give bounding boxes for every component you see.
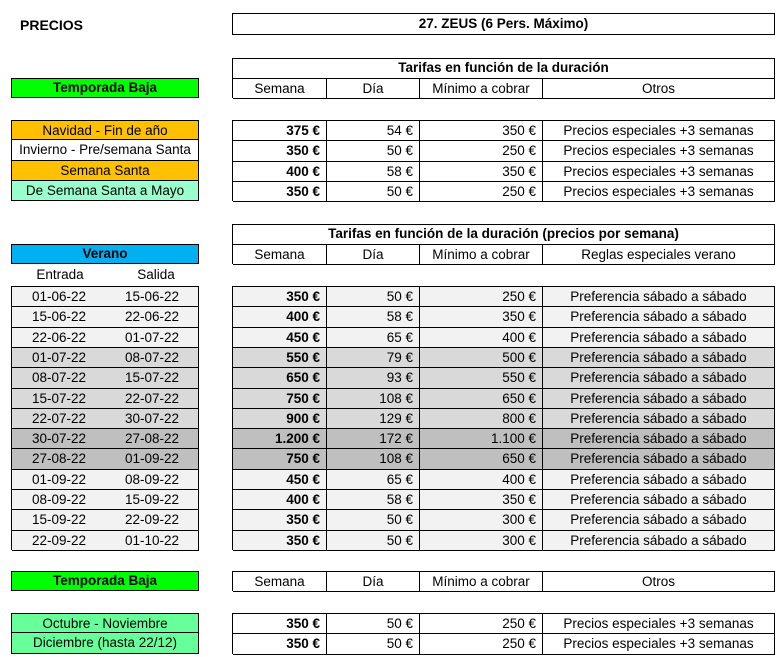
- table-cell-minimo: 350 €: [420, 162, 543, 182]
- date-salida: 22-06-22: [106, 307, 199, 328]
- date-salida: 15-09-22: [106, 490, 199, 510]
- table-cell-minimo: 250 €: [420, 141, 543, 162]
- table-cell-dia: 50 €: [327, 531, 420, 551]
- table-cell-minimo: 350 €: [420, 490, 543, 510]
- table-cell-semana: 350 €: [233, 287, 327, 307]
- table-cell-reglas: Preferencia sábado a sábado: [543, 470, 775, 490]
- season-row-label: Invierno - Pre/semana Santa: [11, 140, 199, 161]
- column-header: Otros: [543, 572, 775, 592]
- col-salida-header: Salida: [137, 267, 175, 282]
- table-cell-reglas: Preferencia sábado a sábado: [543, 307, 775, 328]
- table-cell-minimo: 250 €: [420, 614, 543, 634]
- table-cell-minimo: 500 €: [420, 348, 543, 368]
- date-salida: 08-07-22: [106, 348, 199, 368]
- table-cell-reglas: Preferencia sábado a sábado: [543, 449, 775, 470]
- season-label-baja-2: Temporada Baja: [11, 571, 199, 591]
- table-cell-dia: 50 €: [327, 182, 420, 202]
- table-cell-dia: 54 €: [327, 121, 420, 141]
- table-cell-minimo: 650 €: [420, 449, 543, 470]
- date-entrada: 01-07-22: [12, 348, 106, 368]
- table-cell-semana: 750 €: [233, 389, 327, 409]
- table-cell-minimo: 350 €: [420, 307, 543, 328]
- table-cell-semana: 350 €: [233, 182, 327, 202]
- table-cell-semana: 350 €: [233, 614, 327, 634]
- column-header: Mínimo a cobrar: [420, 245, 543, 265]
- table-cell-semana: 350 €: [233, 510, 327, 531]
- date-salida: 01-10-22: [106, 531, 199, 551]
- date-salida: 01-07-22: [106, 328, 199, 348]
- table-cell-minimo: 400 €: [420, 470, 543, 490]
- date-entrada: 15-09-22: [12, 510, 106, 531]
- season-row-label: Semana Santa: [11, 161, 199, 181]
- price-table-baja: [232, 120, 775, 201]
- table-cell-minimo: 1.100 €: [420, 429, 543, 449]
- table-cell-dia: 108 €: [327, 449, 420, 470]
- table-cell-otros: Precios especiales +3 semanas: [543, 182, 775, 202]
- table-cell-reglas: Preferencia sábado a sábado: [543, 490, 775, 510]
- table-cell-semana: 400 €: [233, 307, 327, 328]
- table-cell-reglas: Preferencia sábado a sábado: [543, 328, 775, 348]
- table-cell-reglas: Preferencia sábado a sábado: [543, 510, 775, 531]
- table-cell-dia: 93 €: [327, 368, 420, 389]
- column-header: Día: [327, 572, 420, 592]
- table-cell-dia: 172 €: [327, 429, 420, 449]
- column-header: Otros: [543, 79, 775, 99]
- table-header-baja: [232, 78, 775, 98]
- column-header: Reglas especiales verano: [543, 245, 775, 265]
- table-cell-dia: 65 €: [327, 328, 420, 348]
- table-cell-minimo: 400 €: [420, 328, 543, 348]
- date-entrada: 22-07-22: [12, 409, 106, 429]
- table-cell-otros: Precios especiales +3 semanas: [543, 634, 775, 655]
- date-entrada: 08-07-22: [12, 368, 106, 389]
- date-salida: 01-09-22: [106, 449, 199, 470]
- table-cell-semana: 400 €: [233, 162, 327, 182]
- table-cell-semana: 750 €: [233, 449, 327, 470]
- table-cell-dia: 108 €: [327, 389, 420, 409]
- season-row-label: Navidad - Fin de año: [11, 120, 199, 140]
- season-label-baja: Temporada Baja: [11, 78, 199, 98]
- table-cell-minimo: 250 €: [420, 634, 543, 655]
- date-salida: 15-06-22: [106, 287, 199, 307]
- table-cell-dia: 129 €: [327, 409, 420, 429]
- table-cell-semana: 650 €: [233, 368, 327, 389]
- table-cell-reglas: Preferencia sábado a sábado: [543, 368, 775, 389]
- property-name: 27. ZEUS (6 Pers. Máximo): [232, 13, 775, 35]
- table-cell-reglas: Preferencia sábado a sábado: [543, 429, 775, 449]
- table-cell-dia: 50 €: [327, 287, 420, 307]
- date-salida: 08-09-22: [106, 470, 199, 490]
- price-table-baja-2: [232, 613, 775, 654]
- table-cell-otros: Precios especiales +3 semanas: [543, 162, 775, 182]
- season-row-label: Octubre - Noviembre: [11, 613, 199, 633]
- season-label-verano: Verano: [11, 244, 199, 264]
- date-entrada: 22-09-22: [12, 531, 106, 551]
- table-cell-dia: 58 €: [327, 490, 420, 510]
- table-cell-minimo: 250 €: [420, 287, 543, 307]
- table-cell-minimo: 350 €: [420, 121, 543, 141]
- table-cell-minimo: 300 €: [420, 531, 543, 551]
- season-row-label: Diciembre (hasta 22/12): [11, 633, 199, 654]
- table-cell-semana: 400 €: [233, 490, 327, 510]
- table-cell-dia: 50 €: [327, 634, 420, 655]
- date-entrada: 27-08-22: [12, 449, 106, 470]
- table-cell-semana: 450 €: [233, 470, 327, 490]
- column-header: Semana: [233, 572, 327, 592]
- table-cell-dia: 50 €: [327, 141, 420, 162]
- page-title: PRECIOS: [20, 17, 84, 33]
- table-cell-semana: 350 €: [233, 531, 327, 551]
- date-entrada: 22-06-22: [12, 328, 106, 348]
- season-row-label: De Semana Santa a Mayo: [11, 181, 199, 201]
- table-cell-reglas: Preferencia sábado a sábado: [543, 389, 775, 409]
- table-cell-otros: Precios especiales +3 semanas: [543, 121, 775, 141]
- table-cell-minimo: 300 €: [420, 510, 543, 531]
- table-title-verano: Tarifas en función de la duración (precios por semana): [232, 224, 775, 244]
- col-entrada-header: Entrada: [36, 267, 84, 282]
- date-salida: 27-08-22: [106, 429, 199, 449]
- table-cell-dia: 65 €: [327, 470, 420, 490]
- table-cell-dia: 79 €: [327, 348, 420, 368]
- date-entrada: 30-07-22: [12, 429, 106, 449]
- date-entrada: 01-06-22: [12, 287, 106, 307]
- table-cell-reglas: Preferencia sábado a sábado: [543, 348, 775, 368]
- date-salida: 15-07-22: [106, 368, 199, 389]
- table-cell-otros: Precios especiales +3 semanas: [543, 141, 775, 162]
- table-cell-dia: 50 €: [327, 614, 420, 634]
- date-entrada: 15-07-22: [12, 389, 106, 409]
- table-cell-minimo: 650 €: [420, 389, 543, 409]
- table-header-baja-2: [232, 571, 775, 591]
- table-cell-dia: 58 €: [327, 162, 420, 182]
- date-entrada: 01-09-22: [12, 470, 106, 490]
- price-table-verano: [232, 286, 775, 550]
- date-entrada: 15-06-22: [12, 307, 106, 328]
- table-cell-reglas: Preferencia sábado a sábado: [543, 409, 775, 429]
- table-title-baja: Tarifas en función de la duración: [232, 58, 775, 78]
- date-entrada: 08-09-22: [12, 490, 106, 510]
- table-cell-minimo: 800 €: [420, 409, 543, 429]
- table-cell-semana: 375 €: [233, 121, 327, 141]
- column-header: Mínimo a cobrar: [420, 572, 543, 592]
- table-cell-semana: 450 €: [233, 328, 327, 348]
- table-cell-minimo: 250 €: [420, 182, 543, 202]
- column-header: Día: [327, 245, 420, 265]
- table-cell-semana: 900 €: [233, 409, 327, 429]
- date-salida: 22-09-22: [106, 510, 199, 531]
- column-header: Semana: [233, 79, 327, 99]
- table-cell-minimo: 550 €: [420, 368, 543, 389]
- table-cell-semana: 550 €: [233, 348, 327, 368]
- table-cell-reglas: Preferencia sábado a sábado: [543, 531, 775, 551]
- date-salida: 22-07-22: [106, 389, 199, 409]
- table-cell-dia: 58 €: [327, 307, 420, 328]
- column-header: Semana: [233, 245, 327, 265]
- table-cell-otros: Precios especiales +3 semanas: [543, 614, 775, 634]
- table-cell-reglas: Preferencia sábado a sábado: [543, 287, 775, 307]
- date-table-verano: [11, 286, 199, 550]
- table-cell-semana: 350 €: [233, 634, 327, 655]
- table-cell-dia: 50 €: [327, 510, 420, 531]
- table-header-verano: [232, 244, 775, 264]
- date-salida: 30-07-22: [106, 409, 199, 429]
- column-header: Día: [327, 79, 420, 99]
- column-header: Mínimo a cobrar: [420, 79, 543, 99]
- table-cell-semana: 350 €: [233, 141, 327, 162]
- table-cell-semana: 1.200 €: [233, 429, 327, 449]
